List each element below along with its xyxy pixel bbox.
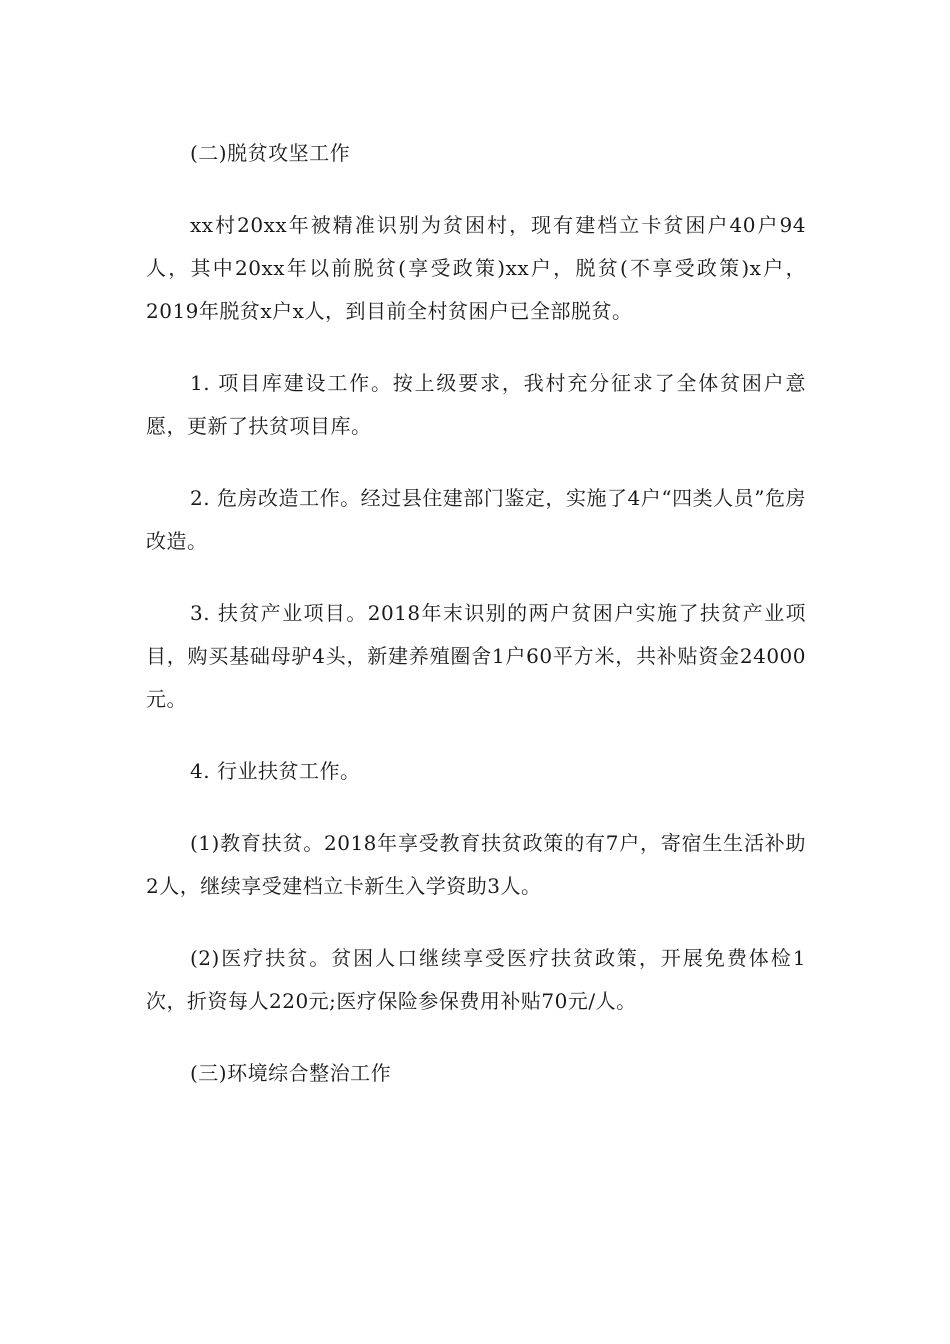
paragraph-village-overview: xx村20xx年被精准识别为贫困村，现有建档立卡贫困户40户94人，其中20xx年以前脱贫(享受政策)xx户，脱贫(不享受政策)x户， 2019年脱贫x户x人，到目前全村贫困户已全部脱贫。 bbox=[146, 213, 806, 323]
paragraph-industry-projects: 3. 扶贫产业项目。2018年末识别的两户贫困户实施了扶贫产业项目，购买基础母驴4头，新建养殖圈舍1户60平方米，共补贴资金24000元。 bbox=[146, 601, 806, 711]
paragraph-sector-poverty-work: 4. 行业扶贫工作。 bbox=[190, 759, 361, 783]
paragraph-education-aid: (1)教育扶贫。2018年享受教育扶贫政策的有7户，寄宿生生活补助2人，继续享受建档立卡新生入学资助3人。 bbox=[146, 831, 806, 898]
section-heading-environment: (三)环境综合整治工作 bbox=[190, 1061, 392, 1085]
section-heading-poverty-alleviation: (二)脱贫攻坚工作 bbox=[190, 141, 351, 165]
paragraph-housing-renovation: 2. 危房改造工作。经过县住建部门鉴定，实施了4户“四类人员”危房改造。 bbox=[146, 486, 806, 553]
paragraph-project-library: 1. 项目库建设工作。按上级要求，我村充分征求了全体贫困户意愿，更新了扶贫项目库。 bbox=[146, 371, 806, 438]
paragraph-medical-aid: (2)医疗扶贫。贫困人口继续享受医疗扶贫政策，开展免费体检1次，折资每人220元;医疗保险参保费用补贴70元/人。 bbox=[146, 946, 806, 1013]
document-body bbox=[146, 132, 806, 1124]
